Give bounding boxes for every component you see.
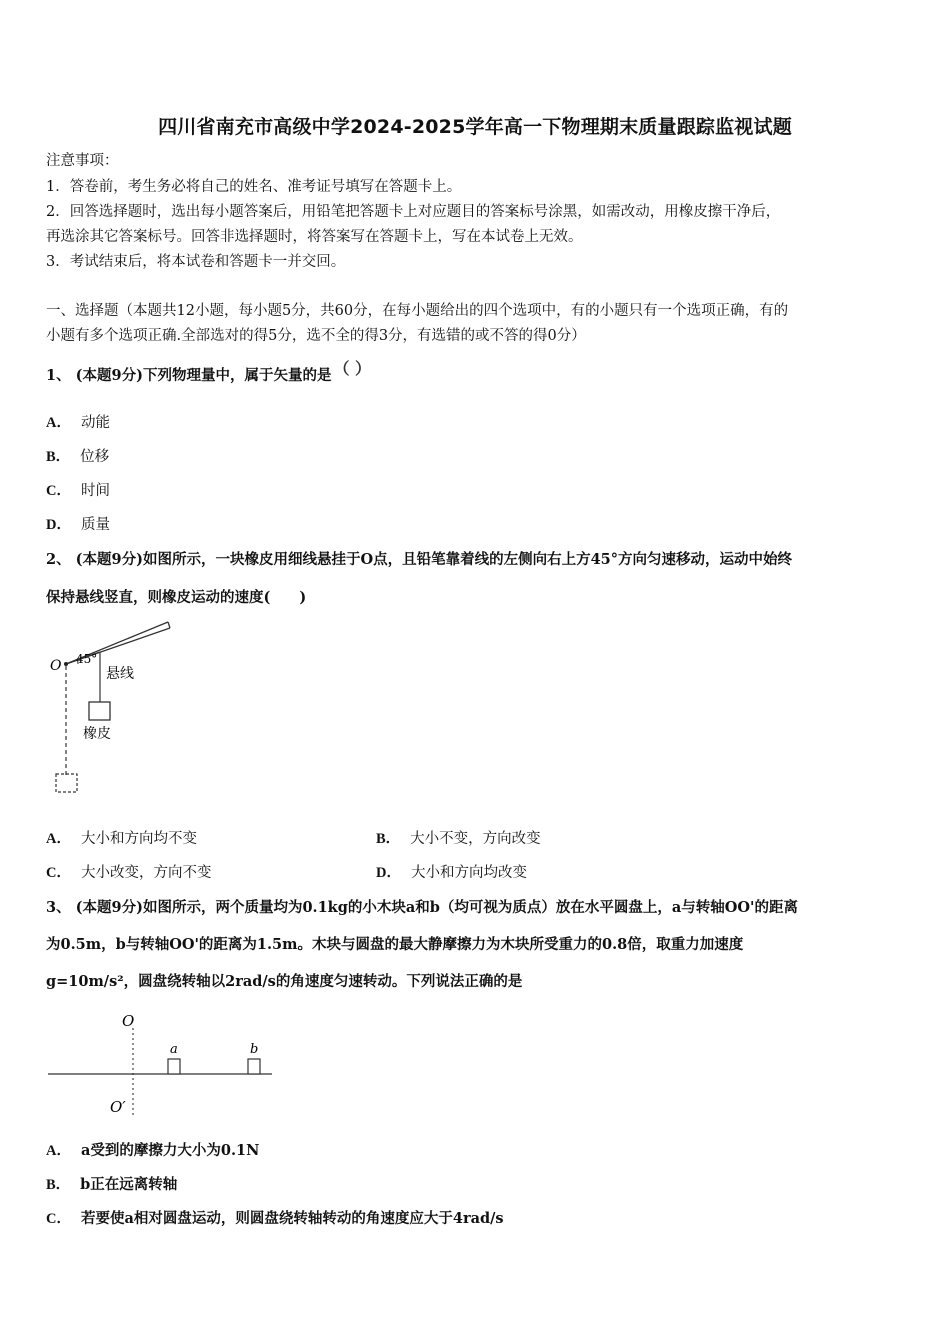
q3-option-b [46, 1175, 177, 1195]
point-o-dot [64, 662, 68, 666]
q2-option-d [376, 863, 527, 883]
option-letter: C． [46, 865, 71, 881]
option-text: 时间 [80, 483, 110, 499]
string-label: 悬线 [106, 666, 134, 682]
q1-option-c [46, 481, 110, 501]
q1-answer-bracket: （ ） [333, 359, 372, 378]
q1-option-d [46, 515, 110, 535]
option-text: 位移 [80, 449, 110, 465]
option-text: 质量 [80, 517, 110, 533]
point-o-label: O [50, 658, 62, 674]
q3-stem-line3: g=10m/s²，圆盘绕转轴以2rad/s的角速度匀速转动。下列说法正确的是 [46, 973, 523, 990]
block-a-label: a [170, 1042, 178, 1057]
eraser-label: 橡皮 [83, 726, 111, 742]
axis-top-label: O [122, 1012, 135, 1030]
option-text: 大小和方向均不变 [80, 831, 197, 847]
option-text: 大小改变，方向不变 [80, 865, 212, 881]
notice-item-2-cont: 再选涂其它答案标号。回答非选择题时，将答案写在答题卡上，写在本试卷上无效。 [46, 229, 583, 245]
option-letter: A． [46, 1143, 71, 1159]
option-letter: B． [46, 1177, 71, 1193]
q3-option-c [46, 1209, 504, 1229]
option-letter: C． [46, 1211, 71, 1227]
q2-option-c [46, 863, 211, 883]
section-header-line2: 小题有多个选项正确.全部选对的得5分，选不全的得3分，有选错的或不答的得0分） [46, 328, 586, 344]
q1-stem-text: 1、 (本题9分)下列物理量中，属于矢量的是 [46, 367, 332, 384]
option-text: 动能 [80, 415, 110, 431]
block-b [248, 1059, 260, 1074]
q2-stem-line2: 保持悬线竖直，则橡皮运动的速度( ) [46, 589, 307, 606]
notice-item-1: 1．答卷前，考生务必将自己的姓名、准考证号填写在答题卡上。 [46, 179, 462, 195]
option-letter: D． [376, 865, 401, 881]
option-text: 大小不变，方向改变 [410, 831, 541, 847]
q3-stem-line2: 为0.5m，b与转轴OO'的距离为1.5m。木块与圆盘的最大静摩擦力为木块所受重力的0.8倍，取重力加速度 [46, 936, 744, 953]
angle-label: 45° [76, 652, 98, 666]
notice-item-3: 3．考试结束后，将本试卷和答题卡一并交回。 [46, 254, 346, 270]
block-b-label: b [250, 1042, 259, 1057]
q1-stem [46, 359, 372, 386]
section-header-line1: 一、选择题（本题共12小题，每小题5分，共60分，在每小题给出的四个选项中，有的小题只有一个选项正确，有的 [46, 303, 789, 319]
exam-title: 四川省南充市高级中学2024-2025学年高一下物理期末质量跟踪监视试题 [158, 116, 792, 138]
q2-option-b [376, 829, 541, 849]
option-text: 若要使a相对圆盘运动，则圆盘绕转轴转动的角速度应大于4rad/s [80, 1210, 504, 1227]
q3-figure [44, 1008, 284, 1123]
q3-stem-line1: 3、 (本题9分)如图所示，两个质量均为0.1kg的小木块a和b（均可视为质点）放在水平圆盘上，a与转轴OO'的距离 [46, 899, 798, 916]
q2-stem-line1: 2、 (本题9分)如图所示，一块橡皮用细线悬挂于O点，且铅笔靠着线的左侧向右上方45°方向匀速移动，运动中始终 [46, 551, 793, 568]
option-text: a受到的摩擦力大小为0.1N [80, 1142, 260, 1159]
option-letter: C． [46, 483, 71, 499]
block-a [168, 1059, 180, 1074]
pencil-end [168, 622, 170, 628]
eraser-final-position [56, 774, 77, 792]
notice-heading: 注意事项： [46, 153, 119, 169]
notice-item-2: 2．回答选择题时，选出每小题答案后，用铅笔把答题卡上对应题目的答案标号涂黑，如需改动，用橡皮擦干净后， [46, 204, 781, 220]
q1-option-b [46, 447, 109, 467]
axis-bottom-label: O′ [110, 1098, 126, 1116]
option-letter: B． [46, 449, 71, 465]
q2-figure [44, 618, 174, 800]
option-text: b正在远离转轴 [80, 1176, 178, 1193]
eraser-block [89, 702, 110, 720]
option-text: 大小和方向均改变 [410, 865, 527, 881]
option-letter: A． [46, 831, 71, 847]
option-letter: B． [376, 831, 401, 847]
option-letter: A． [46, 415, 71, 431]
q3-option-a [46, 1141, 259, 1161]
option-letter: D． [46, 517, 71, 533]
q2-option-a [46, 829, 197, 849]
q1-option-a [46, 413, 110, 433]
